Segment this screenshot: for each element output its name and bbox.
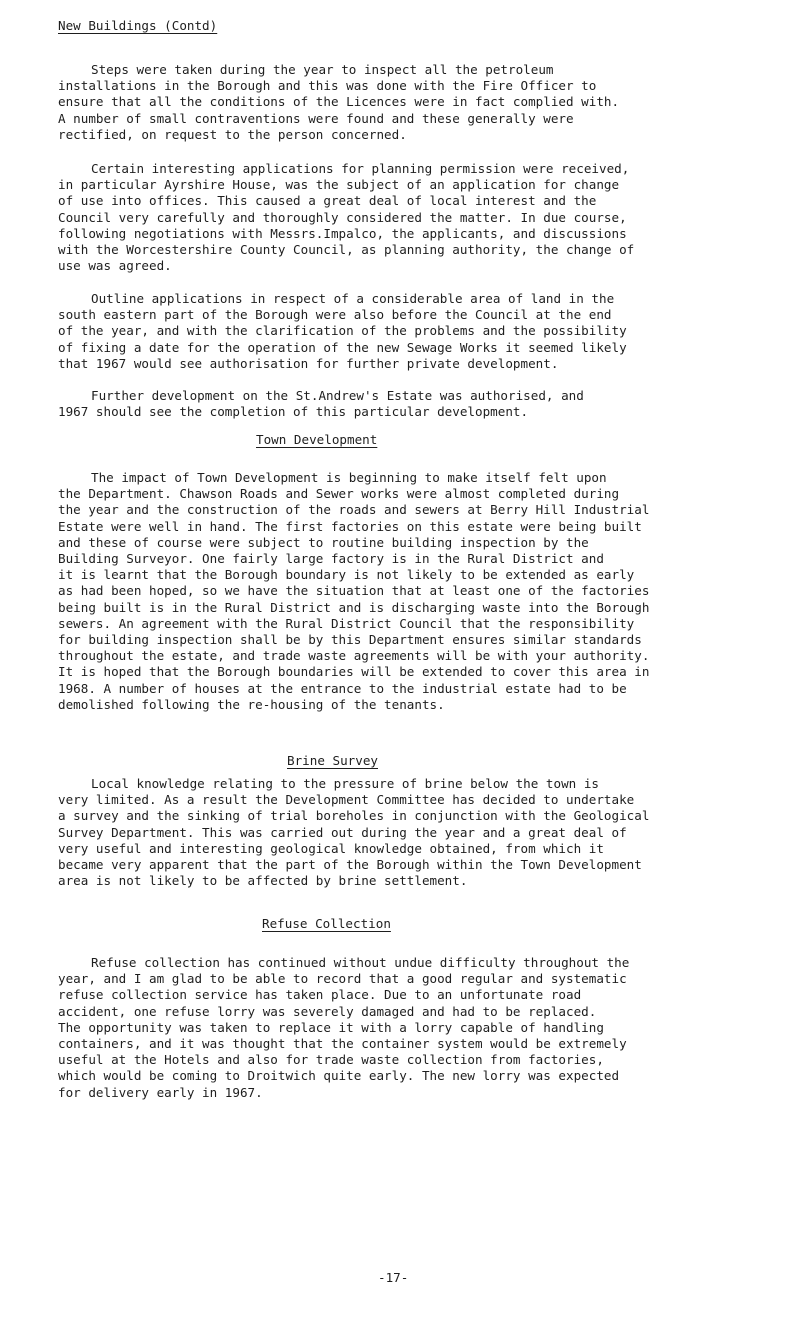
text-line: ensure that all the conditions of the Licences were in fact complied with.: [58, 94, 620, 110]
text-line: refuse collection service has taken place. Due to an unfortunate road: [58, 987, 582, 1003]
text-line: use was agreed.: [58, 258, 172, 274]
text-line: A number of small contraventions were found and these generally were: [58, 110, 574, 126]
text-line: and these of course were subject to routine building inspection by the: [58, 534, 589, 550]
text-line: as had been hoped, so we have the situation that at least one of the factories: [58, 583, 650, 599]
text-line: the Department. Chawson Roads and Sewer works were almost completed during: [58, 486, 620, 502]
text-line: south eastern part of the Borough were also before the Council at the end: [58, 307, 612, 323]
text-line: rectified, on request to the person concerned.: [58, 126, 407, 142]
text-line: following negotiations with Messrs.Impalco, the applicants, and discussions: [58, 225, 627, 241]
text-line: of fixing a date for the operation of the new Sewage Works it seemed likely: [58, 339, 627, 355]
text-line: demolished following the re-housing of the tenants.: [58, 696, 445, 712]
text-line: the year and the construction of the roads and sewers at Berry Hill Industrial: [58, 502, 650, 518]
paragraph-planning-applications: [58, 161, 778, 274]
continuation-heading: New Buildings (Contd): [58, 18, 218, 33]
text-line: year, and I am glad to be able to record that a good regular and systematic: [58, 971, 627, 987]
text-line: Outline applications in respect of a considerable area of land in the: [91, 291, 615, 306]
text-line: throughout the estate, and trade waste agreements will be with your authority.: [58, 648, 650, 664]
page-number: -17-: [378, 1270, 409, 1285]
text-line: containers, and it was thought that the container system would be extremely: [58, 1036, 627, 1052]
paragraph-town-development: [58, 470, 778, 713]
text-line: It is hoped that the Borough boundaries will be extended to cover this area in: [58, 664, 650, 680]
text-line: being built is in the Rural District and is discharging waste into the Borough: [58, 599, 650, 615]
text-line: Refuse collection has continued without undue difficulty throughout the: [91, 955, 630, 970]
text-line: 1968. A number of houses at the entrance to the industrial estate had to be: [58, 680, 627, 696]
text-line: Steps were taken during the year to inspect all the petroleum: [91, 62, 554, 77]
paragraph-st-andrews-estate: [58, 388, 778, 420]
text-line: of use into offices. This caused a great deal of local interest and the: [58, 193, 597, 209]
text-line: became very apparent that the part of the Borough within the Town Development: [58, 857, 642, 873]
text-line: of the year, and with the clarification of the problems and the possibility: [58, 323, 627, 339]
text-line: Building Surveyor. One fairly large factory is in the Rural District and: [58, 551, 604, 567]
town-development-heading: Town Development: [256, 432, 378, 447]
text-line: a survey and the sinking of trial boreholes in conjunction with the Geological: [58, 808, 650, 824]
text-line: useful at the Hotels and also for trade waste collection from factories,: [58, 1052, 604, 1068]
text-line: Further development on the St.Andrew's Estate was authorised, and: [91, 388, 584, 403]
text-line: with the Worcestershire County Council, as planning authority, the change of: [58, 242, 635, 258]
text-line: area is not likely to be affected by brine settlement.: [58, 873, 468, 889]
text-line: The opportunity was taken to replace it with a lorry capable of handling: [58, 1019, 604, 1035]
paragraph-refuse-collection: [58, 955, 778, 1101]
text-line: installations in the Borough and this was done with the Fire Officer to: [58, 78, 597, 94]
text-line: accident, one refuse lorry was severely damaged and had to be replaced.: [58, 1003, 597, 1019]
text-line: Estate were well in hand. The first factories on this estate were being built: [58, 518, 642, 534]
text-line: Council very carefully and thoroughly considered the matter. In due course,: [58, 209, 627, 225]
text-line: that 1967 would see authorisation for further private development.: [58, 355, 559, 371]
refuse-collection-heading: Refuse Collection: [262, 916, 391, 931]
text-line: which would be coming to Droitwich quite early. The new lorry was expected: [58, 1068, 620, 1084]
text-line: for building inspection shall be by this Department ensures similar standards: [58, 632, 642, 648]
text-line: Local knowledge relating to the pressure of brine below the town is: [91, 776, 599, 791]
text-line: in particular Ayrshire House, was the subject of an application for change: [58, 177, 620, 193]
paragraph-brine-survey: [58, 776, 778, 889]
text-line: 1967 should see the completion of this particular development.: [58, 404, 529, 420]
brine-survey-heading: Brine Survey: [287, 753, 378, 768]
text-line: Certain interesting applications for planning permission were received,: [91, 161, 630, 176]
text-line: Survey Department. This was carried out during the year and a great deal of: [58, 824, 627, 840]
paragraph-outline-applications: [58, 291, 778, 372]
text-line: very useful and interesting geological knowledge obtained, from which it: [58, 840, 604, 856]
text-line: for delivery early in 1967.: [58, 1084, 263, 1100]
paragraph-petroleum-inspections: [58, 62, 778, 143]
text-line: it is learnt that the Borough boundary is not likely to be extended as early: [58, 567, 635, 583]
text-line: very limited. As a result the Development Committee has decided to undertake: [58, 792, 635, 808]
text-line: sewers. An agreement with the Rural District Council that the responsibility: [58, 615, 635, 631]
text-line: The impact of Town Development is beginning to make itself felt upon: [91, 470, 607, 485]
